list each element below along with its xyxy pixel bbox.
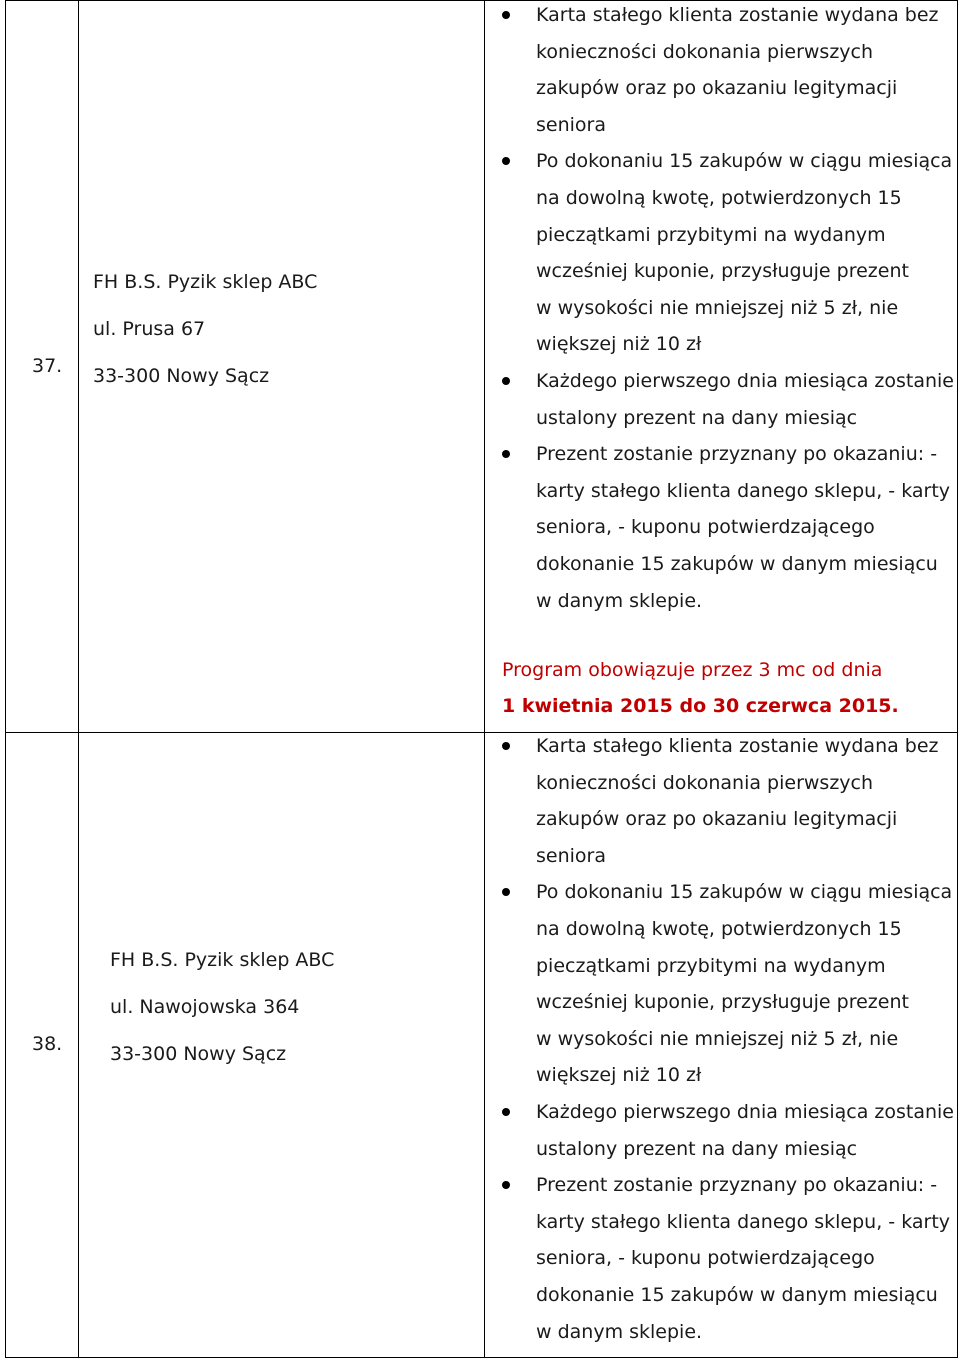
- program-validity-note: [502, 652, 899, 724]
- text-line: zakupów oraz po okazaniu legitymacji: [536, 808, 898, 831]
- text-line: seniora: [536, 113, 606, 136]
- bullet-icon: [502, 11, 510, 19]
- shop-city: 33-300 Nowy Sącz: [93, 365, 270, 387]
- bullet-icon: [502, 742, 510, 750]
- table-border-col1: [78, 0, 79, 1358]
- text-line: Każdego pierwszego dnia miesiąca zostanie: [536, 1100, 954, 1123]
- text-line: dokonanie 15 zakupów w danym miesiącu: [536, 1283, 938, 1306]
- text-line: Karta stałego klienta zostanie wydana bez: [536, 4, 939, 26]
- text-line: w wysokości nie mniejszej niż 5 zł, nie: [536, 296, 899, 319]
- table-border-col2: [484, 0, 485, 1358]
- text-line: seniora, - kuponu potwierdzającego: [536, 1247, 875, 1270]
- text-line: dokonanie 15 zakupów w danym miesiącu: [536, 552, 938, 575]
- shop-street: ul. Nawojowska 364: [110, 996, 300, 1018]
- text-line: pieczątkami przybitymi na wydanym: [536, 223, 886, 246]
- list-item: [496, 1094, 956, 1167]
- text-line: karty stałego klienta danego sklepu, - karty: [536, 1210, 951, 1233]
- text-line: większej niż 10 zł: [536, 333, 702, 356]
- text-line: w danym sklepie.: [536, 1320, 703, 1343]
- list-item: [496, 436, 956, 619]
- table-border-left: [5, 0, 6, 1358]
- text-line: wcześniej kuponie, przysługuje prezent: [536, 260, 909, 283]
- rules-list: [496, 728, 956, 1350]
- text-line: pieczątkami przybitymi na wydanym: [536, 954, 886, 977]
- text-line: Każdego pierwszego dnia miesiąca zostanie: [536, 369, 954, 392]
- text-line: ustalony prezent na dany miesiąc: [536, 406, 858, 429]
- bullet-icon: [502, 1181, 510, 1189]
- rules-list: [496, 0, 956, 619]
- shop-name: FH B.S. Pyzik sklep ABC: [110, 949, 335, 971]
- bullet-icon: [502, 888, 510, 896]
- bullet-icon: [502, 1108, 510, 1116]
- text-line: Prezent zostanie przyznany po okazaniu: -: [536, 1174, 938, 1197]
- list-item: [496, 0, 956, 143]
- text-line: Prezent zostanie przyznany po okazaniu: -: [536, 443, 938, 466]
- list-item: [496, 363, 956, 436]
- row-number: 37.: [32, 355, 63, 377]
- list-item: [496, 1167, 956, 1350]
- shop-name: FH B.S. Pyzik sklep ABC: [93, 271, 318, 293]
- text-line: w danym sklepie.: [536, 589, 703, 612]
- table-border-bottom: [5, 1357, 958, 1358]
- list-item: [496, 143, 956, 363]
- text-line: karty stałego klienta danego sklepu, - karty: [536, 479, 951, 502]
- shop-street: ul. Prusa 67: [93, 318, 206, 340]
- text-line: na dowolną kwotę, potwierdzonych 15: [536, 917, 902, 940]
- shop-address: [93, 259, 317, 400]
- text-line: większej niż 10 zł: [536, 1064, 702, 1087]
- text-line: w wysokości nie mniejszej niż 5 zł, nie: [536, 1027, 899, 1050]
- text-line: konieczności dokonania pierwszych: [536, 771, 874, 794]
- text-line: zakupów oraz po okazaniu legitymacji: [536, 77, 898, 100]
- text-line: seniora, - kuponu potwierdzającego: [536, 516, 875, 539]
- text-line: ustalony prezent na dany miesiąc: [536, 1137, 858, 1160]
- row-number: 38.: [32, 1033, 63, 1055]
- text-line: Po dokonaniu 15 zakupów w ciągu miesiąca: [536, 881, 953, 904]
- list-item: [496, 874, 956, 1094]
- text-line: Karta stałego klienta zostanie wydana bez: [536, 735, 939, 757]
- bullet-icon: [502, 450, 510, 458]
- table-border-right: [957, 0, 958, 1358]
- text-line: na dowolną kwotę, potwierdzonych 15: [536, 186, 902, 209]
- bullet-icon: [502, 157, 510, 165]
- text-line: seniora: [536, 844, 606, 867]
- shop-address: [110, 937, 334, 1078]
- program-dates: 1 kwietnia 2015 do 30 czerwca 2015.: [502, 695, 899, 717]
- text-line: Po dokonaniu 15 zakupów w ciągu miesiąca: [536, 150, 953, 173]
- program-line: Program obowiązuje przez 3 mc od dnia: [502, 659, 883, 681]
- text-line: wcześniej kuponie, przysługuje prezent: [536, 991, 909, 1014]
- shop-city: 33-300 Nowy Sącz: [110, 1043, 287, 1065]
- bullet-icon: [502, 377, 510, 385]
- list-item: [496, 728, 956, 874]
- text-line: konieczności dokonania pierwszych: [536, 40, 874, 63]
